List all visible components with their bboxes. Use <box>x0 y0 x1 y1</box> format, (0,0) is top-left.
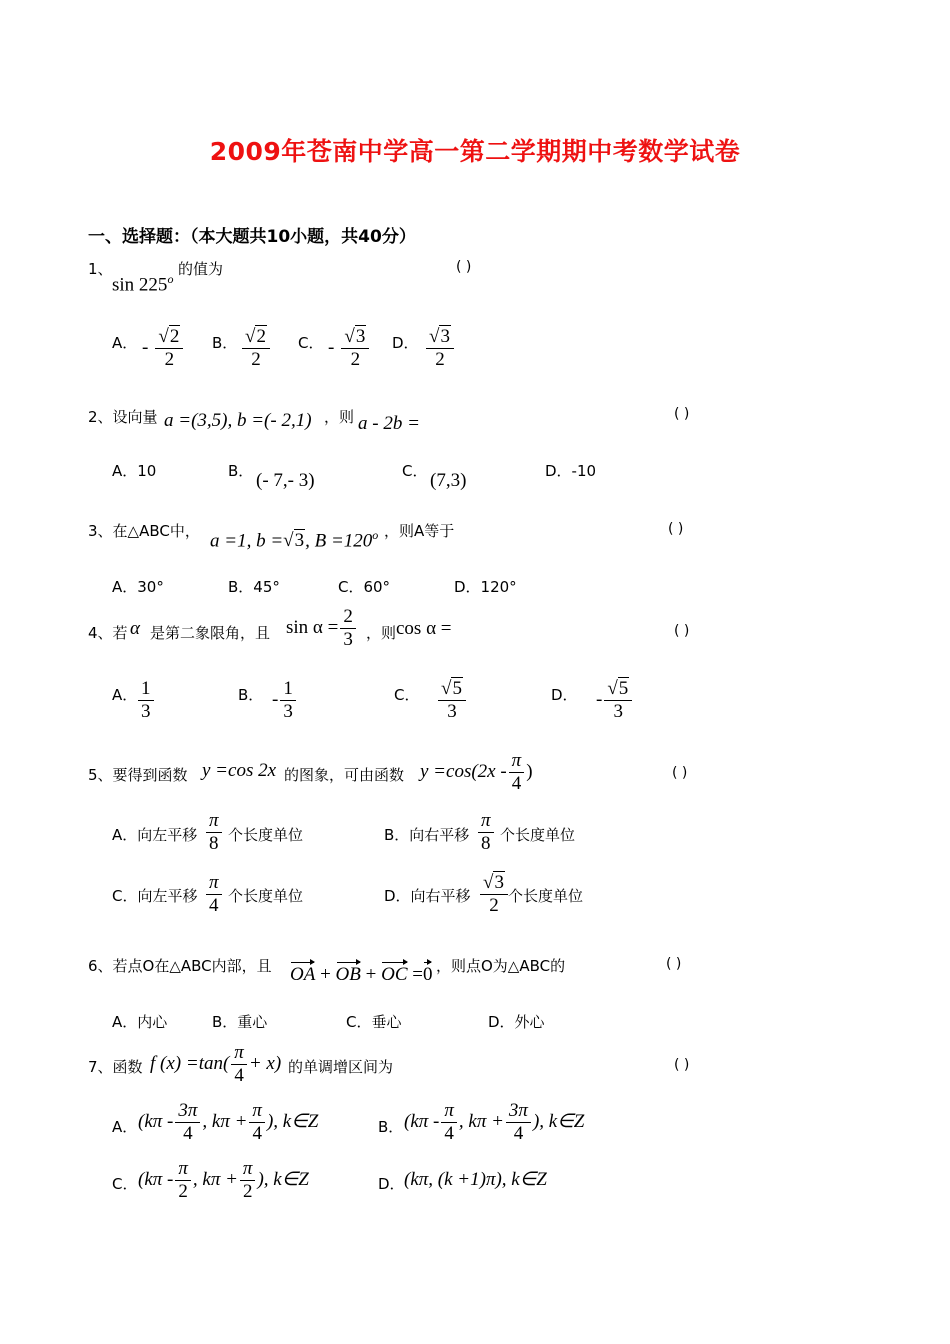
q6-option-a: A．内心 <box>112 1013 168 1031</box>
q1-option-b: $\frac{√2}{2}$ <box>240 326 272 371</box>
q2-option-d: D．-10 <box>545 462 597 480</box>
q1-number: 1、 <box>88 260 113 278</box>
q4-option-a: $\frac{1}{3}$ <box>136 678 156 723</box>
q5-number: 5、要得到函数 <box>88 766 188 784</box>
q7-option-c: (kπ - $\frac{\pi}{2}$ , kπ + $\frac{\pi}{2}$ ), k∈Z <box>138 1158 309 1202</box>
q2-option-b: (- 7,- 3) <box>256 470 315 491</box>
q5-option-d-fraction: $\frac{√3}{2}$ <box>478 872 510 917</box>
q7-number: 7、函数 <box>88 1058 143 1076</box>
q4-option-b-label: B． <box>238 686 264 704</box>
q1-option-d-label: D． <box>392 334 419 352</box>
q6-then: ，则点O为△ABC的 <box>436 957 566 975</box>
q5-option-d-unit: 个长度单位 <box>508 887 584 905</box>
q6-option-b: B．重心 <box>212 1013 268 1031</box>
q3-option-b: B．45° <box>228 578 280 596</box>
q3-expression: a =1, b =√3, $B =120^o$ <box>210 528 379 552</box>
q2-then: ，则 <box>324 408 355 426</box>
q6-vector-sum: OA + OB + OC =0 <box>290 964 433 985</box>
q7-option-d-label: D． <box>378 1175 405 1193</box>
q5-option-b-fraction: $\frac{\pi}{8}$ <box>476 810 496 855</box>
q4-option-c-label: C． <box>394 686 420 704</box>
q4-sin-expression: sin α = $\frac{2}{3}$ <box>286 606 358 651</box>
q2-option-a: A．10 <box>112 462 157 480</box>
q1-option-c-label: C． <box>298 334 324 352</box>
q1-option-a: - $\frac{√2}{2}$ <box>142 326 185 371</box>
q4-option-b: - $\frac{1}{3}$ <box>272 678 298 723</box>
q7-option-a: (kπ - $\frac{3\pi}{4}$ , kπ + $\frac{\pi}{4}$ ), k∈Z <box>138 1100 319 1144</box>
q7-option-d: (kπ, (k +1)π), k∈Z <box>404 1169 547 1190</box>
q3-then: ，则A等于 <box>384 522 455 540</box>
q1-expression: sin 225$^o$ <box>112 272 174 296</box>
q3-answer-paren: ( ) <box>668 521 684 537</box>
q3-option-c: C．60° <box>338 578 391 596</box>
q2-option-c-label: C． <box>402 462 428 480</box>
q1-answer-paren: ( ) <box>456 259 472 275</box>
q4-cos-expression: cos α = <box>396 618 452 639</box>
q5-option-d-label: D．向右平移 <box>384 887 471 905</box>
q5-text: 的图象，可由函数 <box>284 766 405 784</box>
q5-option-a-unit: 个长度单位 <box>228 826 304 844</box>
q4-number: 4、若 <box>88 624 128 642</box>
q5-function-1: y =cos 2x <box>202 760 277 781</box>
q7-function: f (x) =tan( $\frac{\pi}{4}$ + x) <box>150 1042 282 1086</box>
q4-option-c: $\frac{√5}{3}$ <box>436 678 468 723</box>
q4-alpha: α <box>130 618 140 639</box>
q7-answer-paren: ( ) <box>674 1057 690 1073</box>
q4-option-d-label: D． <box>551 686 578 704</box>
q6-option-d: D．外心 <box>488 1013 545 1031</box>
q1-option-b-label: B． <box>212 334 238 352</box>
exam-title: 2009年苍南中学高一第二学期期中考数学试卷 <box>209 137 741 166</box>
q3-number: 3、在△ABC中， <box>88 522 200 540</box>
q6-option-c: C．垂心 <box>346 1013 402 1031</box>
q4-text: 是第二象限角，且 <box>150 624 271 642</box>
q4-then: ，则 <box>366 624 397 642</box>
q4-answer-paren: ( ) <box>674 623 690 639</box>
q2-answer-paren: ( ) <box>674 406 690 422</box>
q7-option-b: (kπ - $\frac{\pi}{4}$ , kπ + $\frac{3\pi}{4}$ ), k∈Z <box>404 1100 585 1144</box>
q5-option-c-unit: 个长度单位 <box>228 887 304 905</box>
q7-text: 的单调增区间为 <box>288 1058 394 1076</box>
q5-option-b-unit: 个长度单位 <box>500 826 576 844</box>
q7-option-c-label: C． <box>112 1175 138 1193</box>
q5-option-b-label: B．向右平移 <box>384 826 470 844</box>
q5-option-c-label: C．向左平移 <box>112 887 198 905</box>
q3-option-d: D．120° <box>454 578 517 596</box>
q5-option-a-fraction: $\frac{\pi}{8}$ <box>204 810 224 855</box>
q5-answer-paren: ( ) <box>672 765 688 781</box>
q1-text: 的值为 <box>178 260 224 278</box>
q5-option-a-label: A．向左平移 <box>112 826 198 844</box>
q7-option-a-label: A． <box>112 1118 138 1136</box>
q2-vectors: a =(3,5), b =(- 2,1) <box>164 410 312 431</box>
q1-option-c: - $\frac{√3}{2}$ <box>328 326 371 371</box>
q3-option-a: A．30° <box>112 578 164 596</box>
q6-number: 6、若点O在△ABC内部，且 <box>88 957 272 975</box>
q4-option-d: - $\frac{√5}{3}$ <box>596 678 634 723</box>
q2-option-b-label: B． <box>228 462 254 480</box>
q2-expression: a - 2b = <box>358 413 420 434</box>
q6-answer-paren: ( ) <box>666 956 682 972</box>
section-heading: 一、选择题：（本大题共10小题，共40分） <box>88 227 416 247</box>
q5-function-2: y =cos(2x - $\frac{\pi}{4}$ ) <box>420 750 533 794</box>
q1-option-d: $\frac{√3}{2}$ <box>424 326 456 371</box>
q5-option-c-fraction: $\frac{\pi}{4}$ <box>204 872 224 917</box>
q1-option-a-label: A． <box>112 334 138 352</box>
q2-option-c: (7,3) <box>430 470 467 491</box>
q2-number: 2、设向量 <box>88 408 158 426</box>
q7-option-b-label: B． <box>378 1118 404 1136</box>
q4-option-a-label: A． <box>112 686 138 704</box>
